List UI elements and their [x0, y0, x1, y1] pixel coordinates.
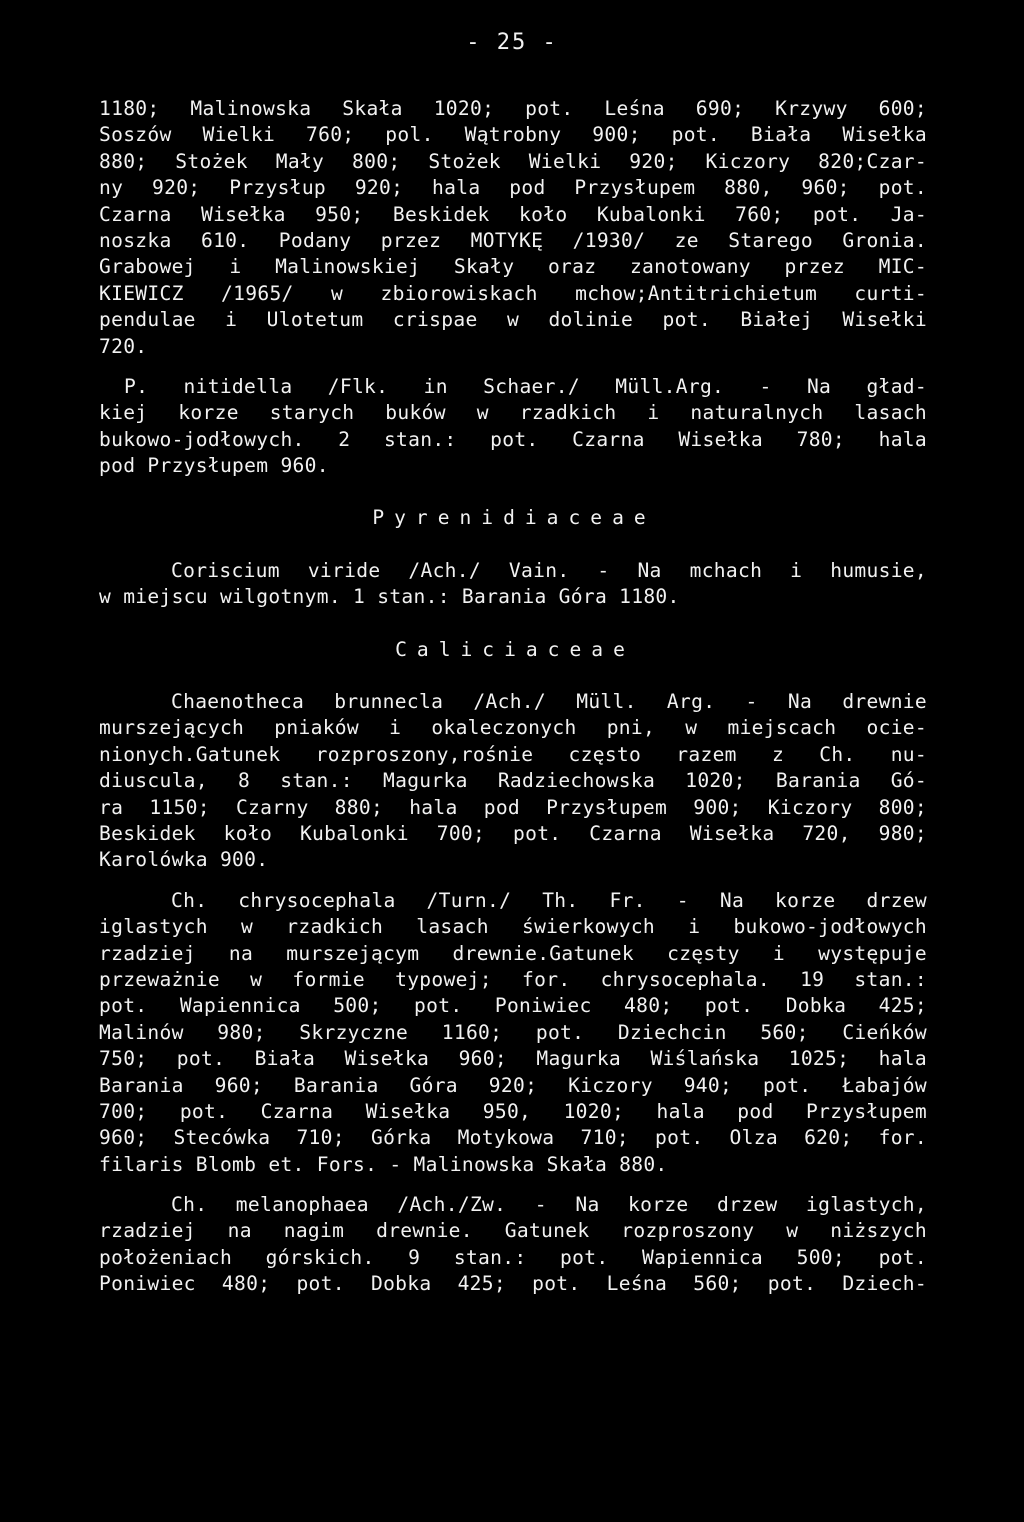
text-line: Ch. chrysocephala /Turn./ Th. Fr. - Na korze drzew	[171, 888, 927, 912]
text-line: KIEWICZ /1965/ w zbiorowiskach mchow;Antitrichietum curti-	[99, 281, 927, 305]
text-line: Karolówka 900.	[99, 848, 269, 872]
text-line: Ch. melanophaea /Ach./Zw. - Na korze drzew iglastych,	[171, 1193, 927, 1217]
paragraph	[99, 1192, 927, 1298]
text-line: pod Przysłupem 960.	[99, 454, 329, 478]
text-line: położeniach górskich. 9 stan.: pot. Wapiennica 500; pot.	[99, 1245, 927, 1269]
text-line: Malinów 980; Skrzyczne 1160; pot. Dziechcin 560; Cieńków	[99, 1020, 927, 1044]
text-line: Beskidek koło Kubalonki 700; pot. Czarna Wisełka 720, 980;	[99, 821, 927, 845]
text-line: Barania 960; Barania Góra 920; Kiczory 940; pot. Łabajów	[99, 1073, 927, 1097]
text-line: w miejscu wilgotnym. 1 stan.: Barania Góra 1180.	[99, 585, 680, 609]
text-line: Poniwiec 480; pot. Dobka 425; pot. Leśna 560; pot. Dziech-	[99, 1272, 927, 1296]
page-number: - 25 -	[466, 30, 558, 55]
text-line: iglastych w rzadkich lasach świerkowych i bukowo-jodłowych	[99, 915, 927, 939]
text-line: Grabowej i Malinowskiej Skały oraz zanotowany przez MIC-	[99, 255, 927, 279]
text-line: P. nitidella /Flk. in Schaer./ Müll.Arg. - Na gład-	[124, 374, 927, 398]
text-line: noszka 610. Podany przez MOTYKĘ /1930/ ze Starego Gronia.	[99, 228, 927, 252]
text-line: pendulae i Ulotetum crispae w dolinie pot. Białej Wisełki	[99, 308, 927, 332]
document-body	[99, 96, 927, 1298]
text-line: Coriscium viride /Ach./ Vain. - Na mchach i humusie,	[171, 558, 927, 582]
text-line: rzadziej na murszejącym drewnie.Gatunek częsty i występuje	[99, 941, 927, 965]
paragraph	[99, 689, 927, 874]
text-line: 880; Stożek Mały 800; Stożek Wielki 920; Kiczory 820;Czar-	[99, 149, 927, 173]
text-line: bukowo-jodłowych. 2 stan.: pot. Czarna Wisełka 780; hala	[99, 427, 927, 451]
paragraph	[99, 888, 927, 1178]
text-line: przeważnie w formie typowej; for. chrysocephala. 19 stan.:	[99, 967, 927, 991]
text-line: kiej korze starych buków w rzadkich i naturalnych lasach	[99, 401, 927, 425]
paragraph	[99, 374, 927, 480]
text-line: 750; pot. Biała Wisełka 960; Magurka Wiślańska 1025; hala	[99, 1047, 927, 1071]
family-heading: Pyrenidiaceae	[372, 506, 656, 530]
text-line: filaris Blomb et. Fors. - Malinowska Skała 880.	[99, 1152, 668, 1176]
text-line: Czarna Wisełka 950; Beskidek koło Kubalonki 760; pot. Ja-	[99, 202, 927, 226]
text-line: ra 1150; Czarny 880; hala pod Przysłupem 900; Kiczory 800;	[99, 795, 927, 819]
text-line: murszejących pniaków i okaleczonych pni, w miejscach ocie-	[99, 716, 927, 740]
family-heading: Caliciaceae	[395, 637, 635, 661]
paragraph	[99, 558, 927, 611]
text-line: 700; pot. Czarna Wisełka 950, 1020; hala pod Przysłupem	[99, 1099, 927, 1123]
text-line: diuscula, 8 stan.: Magurka Radziechowska 1020; Barania Gó-	[99, 769, 927, 793]
text-line: Soszów Wielki 760; pol. Wątrobny 900; pot. Biała Wisełka	[99, 123, 927, 147]
text-line: nionych.Gatunek rozproszony,rośnie często razem z Ch. nu-	[99, 742, 927, 766]
text-line: pot. Wapiennica 500; pot. Poniwiec 480; pot. Dobka 425;	[99, 994, 927, 1018]
paragraph	[99, 96, 927, 360]
text-line: rzadziej na nagim drewnie. Gatunek rozproszony w niższych	[99, 1219, 927, 1243]
text-line: 1180; Malinowska Skała 1020; pot. Leśna 690; Krzywy 600;	[99, 97, 927, 120]
text-line: 960; Stecówka 710; Górka Motykowa 710; pot. Olza 620; for.	[99, 1126, 927, 1150]
text-line: ny 920; Przysłup 920; hala pod Przysłupem 880, 960; pot.	[99, 176, 927, 200]
text-line: 720.	[99, 334, 148, 358]
text-line: Chaenotheca brunnecla /Ach./ Müll. Arg. - Na drewnie	[171, 690, 927, 714]
